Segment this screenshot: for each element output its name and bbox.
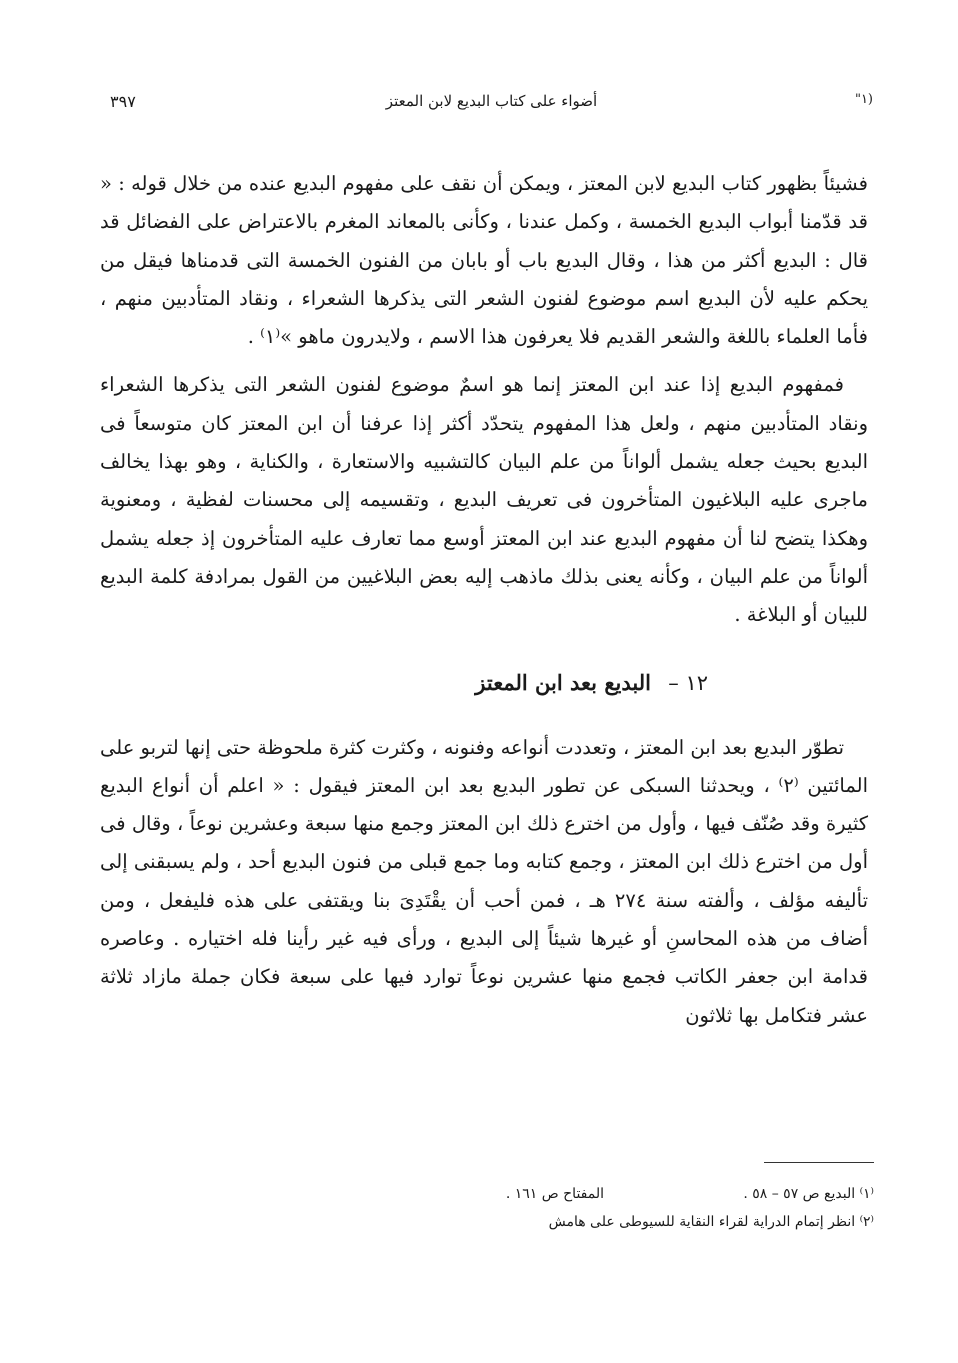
page-number: ٣٩٧	[110, 92, 136, 111]
section-number: ١٢ –	[668, 670, 708, 695]
paragraph-1: فشيئاً بظهور كتاب البديع لابن المعتز ، ويمكن أن نقف على مفهوم البديع عنده من خلال قوله : « قد قدّمنا أبواب البديع الخمسة ، وكمل عندنا ، وكأنى بالمعاند المغرم بالاعتراض على الفضائل قد قال : البديع أكثر من هذا ، وقال البديع باب أو بابان من الفنون الخمسة التى قدمناها فيقل من يحكم عليه لأن البديع اسم موضوع لفنون الشعر التى يذكرها الشعراء ، ونقاد المتأدبين منهم ، فأما العلماء باللغة والشعر القديم فلا يعرفون هذا الاسم ، ولايدرون ماهو »⁽١⁾ .	[100, 172, 868, 349]
section-title: البديع بعد ابن المعتز	[475, 669, 651, 695]
footnote-2: ⁽٢⁾ انظر إتمام الدراية لقراء النقاية للسيوطى على هامش	[548, 1214, 874, 1230]
footnote-1-continuation: المفتاح ص ١٦١ .	[505, 1186, 604, 1202]
header-corner-mark: (١"	[854, 92, 873, 107]
footnote-row-2	[174, 1208, 874, 1236]
section-heading	[100, 663, 868, 703]
paragraph-3: تطوّر البديع بعد ابن المعتز ، وتعددت أنواعه وفنونه ، وكثرت كثرة ملحوظة حتى إنها لتربو على المائتين ⁽٢⁾ ، ويحدثنا السبكى عن تطور البديع بعد ابن المعتز فيقول : « اعلم أن أنواع البديع كثيرة وقد صُنّف فيها ، وأول من اخترع ذلك ابن المعتز وجمع منها سبعة وعشرين نوعاً ، وقال فى أول من اخترع ذلك ابن المعتز ، وجمع كتابه وما جمع قبلى من فنون البديع أحد ، ولم يسبقنى إلى تأليفه مؤلف ، وألفته سنة ٢٧٤ هـ ، فمن أحب أن يقْتَدِىَ بنا ويقتفى على هذه فليفعل ، ومن أضاف من هذه المحاسنِ أو غيرها شيئاً إلى البديع ، ورأى فيه غير رأينا فله اختياره . وعاصره قدامة ابن جعفر الكاتب فجمع منها عشرين نوعاً توارد فيها على سبعة فكان جملة مازاد ثلاثة عشر فتكامل بها ثلاثون	[100, 735, 868, 1027]
main-text	[100, 165, 868, 1035]
running-header	[110, 92, 873, 116]
footnote-divider	[764, 1162, 874, 1163]
footnote-row-1	[174, 1180, 874, 1208]
footnotes	[174, 1180, 874, 1236]
paragraph-2: فمفهوم البديع إذا عند ابن المعتز إنما هو اسمٌ موضوع لفنون الشعر التى يذكرها الشعراء ونقاد المتأدبين منهم ، ولعل هذا المفهوم يتحدّد أكثر إذا عرفنا أن ابن المعتز كان متوسعاً فى البديع بحيث جعله يشمل ألواناً من علم البيان كالتشبيه والاستعارة ، والكناية ، وهو بهذا يخالف ماجرى عليه البلاغيون المتأخرون فى تعريف البديع ، وتقسيمه إلى محسنات لفظية ، ومعنوية وهكذا يتضح لنا أن مفهوم البديع عند ابن المعتز أوسع مما تعارف عليه المتأخرون إذ جعله يشمل ألواناً من علم البيان ، وكأنه يعنى بذلك ماذهب إليه بعض البلاغيين من القول بمرادفة كلمة البديع للبيان أو البلاغة .	[100, 373, 868, 627]
header-title: أضواء على كتاب البديع لابن المعتز	[385, 92, 598, 110]
footnote-1: ⁽١⁾ البديع ص ٥٧ – ٥٨ .	[743, 1186, 874, 1202]
